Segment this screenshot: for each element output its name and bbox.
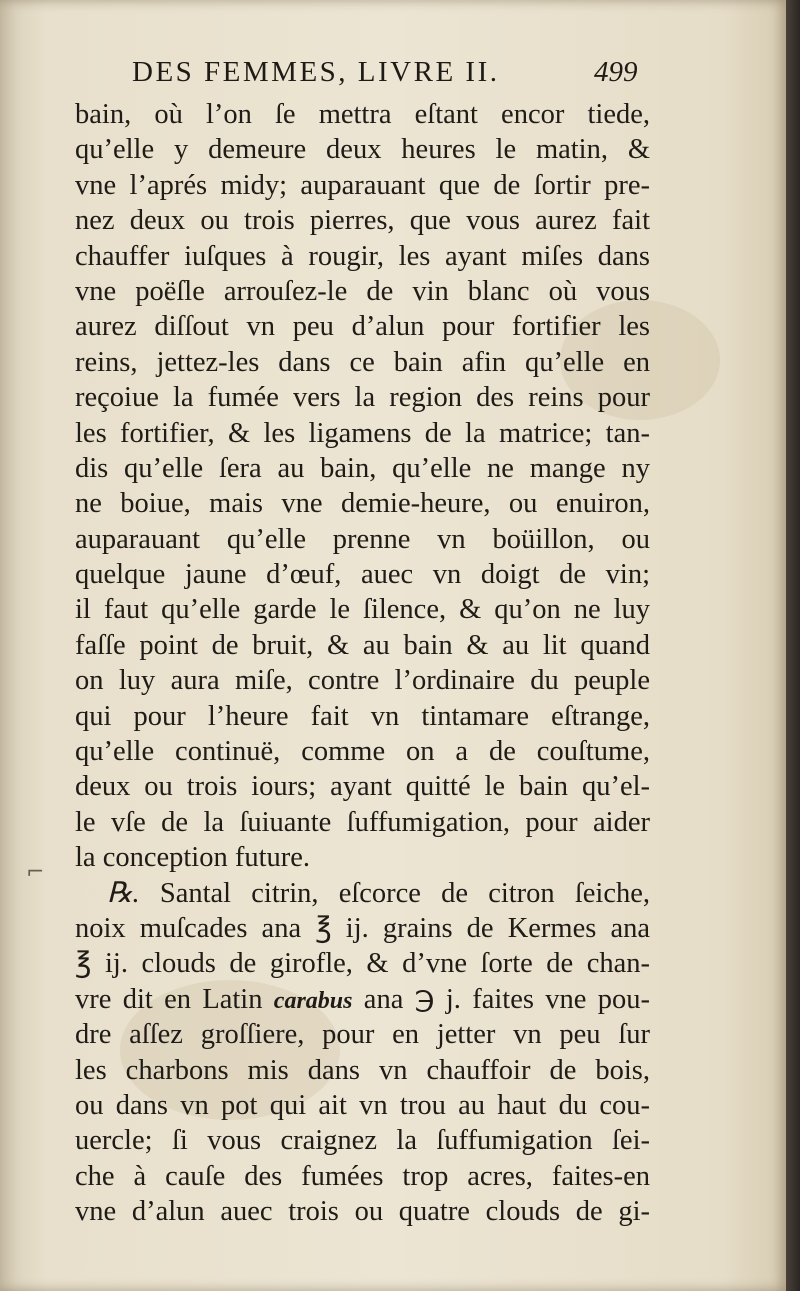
text-line: le vſe de la ſuiuante ſuffumigation, pour aider xyxy=(75,806,650,838)
text-line: il faut qu’elle garde le ſilence, & qu’on ne luy xyxy=(75,594,650,626)
text-line: qu’elle continuë, comme on a de couſtume, xyxy=(75,736,650,768)
recipe-symbol: ℞. xyxy=(107,877,140,909)
recipe-line: ℥ ij. clouds de girofle, & d’vne ſorte de chan- xyxy=(75,948,650,980)
text-line: ne boiue, mais vne demie-heure, ou enuiron, xyxy=(75,488,650,520)
recipe-text: vre dit en Latin xyxy=(75,983,274,1015)
text-line: vne l’aprés midy; auparauant que de ſortir pre- xyxy=(75,169,650,201)
text-line: bain, où l’on ſe mettra eſtant encor tiede, xyxy=(75,99,650,130)
latin-term: carabus xyxy=(273,987,353,1014)
recipe-line: dre aſſez groſſiere, pour en jetter vn peu ſur xyxy=(75,1019,650,1051)
text-line: dis qu’elle ſera au bain, qu’elle ne mange ny xyxy=(75,452,650,484)
text-line: aurez diſſout vn peu d’alun pour fortifier les xyxy=(75,311,650,343)
text-line: reins, jettez-les dans ce bain afin qu’elle en xyxy=(75,346,650,378)
page-edge-shadow xyxy=(786,0,800,1291)
recipe-text: Santal citrin, eſcorce de citron ſeiche, xyxy=(159,877,650,909)
text-line: vne poëſle arrouſez-le de vin blanc où vous xyxy=(75,275,650,307)
recipe-line: uercle; ſi vous craignez la ſuffumigation ſei- xyxy=(75,1125,650,1157)
recipe-line: vne d’alun auec trois ou quatre clouds de gi- xyxy=(75,1196,650,1228)
text-line: chauffer iuſques à rougir, les ayant miſes dans xyxy=(75,240,650,272)
text-line: faſſe point de bruit, & au bain & au lit quand xyxy=(75,629,650,661)
recipe-line: ou dans vn pot qui ait vn trou au haut du cou- xyxy=(75,1089,650,1121)
text-line: qui pour l’heure fait vn tintamare eſtrange, xyxy=(75,700,650,732)
text-line: quelque jaune d’œuf, auec vn doigt de vin; xyxy=(75,559,650,591)
recipe-line: les charbons mis dans vn chauffoir de bois, xyxy=(75,1054,650,1086)
recipe-line xyxy=(75,876,650,911)
text-line: les fortifier, & les ligamens de la matrice; tan- xyxy=(75,417,650,449)
text-line: qu’elle y demeure deux heures le matin, & xyxy=(75,134,650,166)
text-line: on luy aura miſe, contre l’ordinaire du peuple xyxy=(75,665,650,697)
recipe-text: ana ℈ j. faites vne pou- xyxy=(352,983,650,1015)
recipe-line: che à cauſe des fumées trop acres, faites-en xyxy=(75,1160,650,1192)
body-text xyxy=(75,97,650,1230)
text-line: reçoiue la fumée vers la region des reins pour xyxy=(75,382,650,414)
text-line: la conception future. xyxy=(75,842,311,874)
recipe-line: noix muſcades ana ℥ ij. grains de Kermes ana xyxy=(75,912,650,944)
text-line: nez deux ou trois pierres, que vous aurez fait xyxy=(75,205,650,237)
text-line: deux ou trois iours; ayant quitté le bain qu’el- xyxy=(75,771,650,803)
page-header xyxy=(132,56,682,96)
text-line: auparauant qu’elle prenne vn boüillon, ou xyxy=(75,523,650,555)
recipe-line xyxy=(75,982,650,1017)
page-number: 499 xyxy=(594,56,638,88)
margin-bracket-mark: ⌐ xyxy=(26,860,45,885)
running-title: DES FEMMES, LIVRE II. xyxy=(132,56,500,88)
